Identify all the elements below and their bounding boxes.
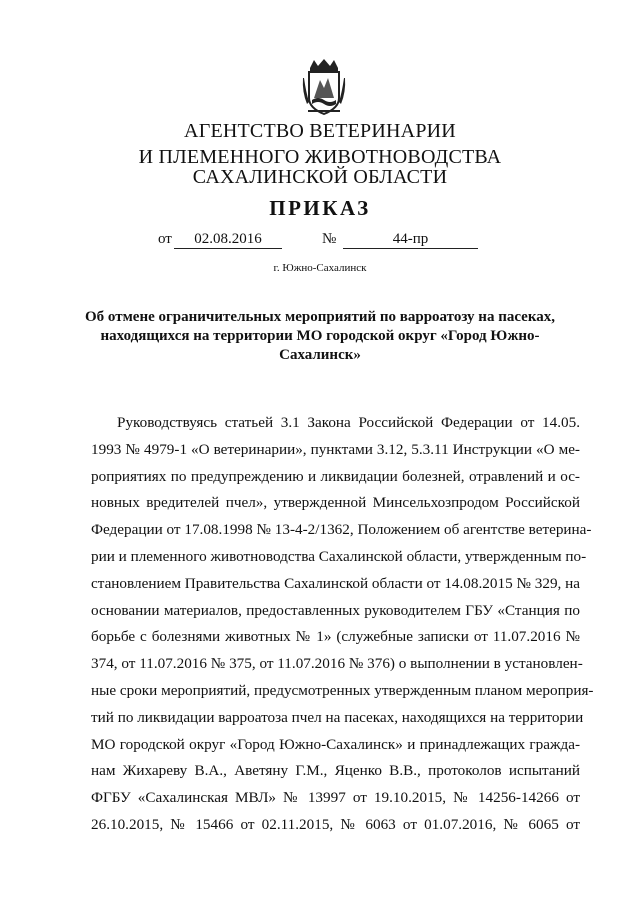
body-line: 374, от 11.07.2016 № 375, от 11.07.2016 № 376) о выполнении в установлен- [91, 655, 583, 673]
date-label: от [158, 231, 172, 247]
agency-name-line-3: САХАЛИНСКОЙ ОБЛАСТИ [192, 166, 448, 188]
body-line: Руководствуясь статьей 3.1 Закона Российской Федерации от 14.05. [117, 414, 580, 431]
body-line: роприятиях по предупреждению и ликвидации болезней, отравлений и ос- [91, 467, 580, 485]
agency-name-line-2: И ПЛЕМЕННОГО ЖИВОТНОВОДСТВА [138, 146, 502, 168]
coat-of-arms-icon [302, 58, 346, 116]
subject-line: Сахалинск» [279, 347, 361, 363]
subject-line: Об отмене ограничительных мероприятий по варроатозу на пасеках, [84, 309, 556, 325]
order-subject [70, 308, 570, 365]
body-line: рии и племенного животноводства Сахалинской области, утвержденным по- [91, 547, 587, 565]
body-line: Федерации от 17.08.1998 № 13-4-2/1362, Положением об агентстве ветерина- [91, 521, 592, 539]
order-number: 44-пр [343, 230, 478, 249]
body-line: борьбе с болезнями животных № 1» (служебные записки от 11.07.2016 № [91, 628, 580, 646]
number-label: № [322, 231, 337, 247]
order-date: 02.08.2016 [174, 230, 282, 249]
body-line: тий по ликвидации варроатоза пчел на пасеках, находящихся на территории [91, 708, 584, 726]
body-line: становлением Правительства Сахалинской области от 14.08.2015 № 329, на [91, 574, 580, 592]
body-line: ные сроки мероприятий, предусмотренных утвержденным планом мероприя- [91, 681, 594, 699]
order-body [91, 410, 594, 839]
city-name: г. Южно-Сахалинск [273, 262, 367, 274]
document-type-title: ПРИКАЗ [269, 196, 371, 220]
body-line: нам Жихареву В.А., Аветяну Г.М., Яценко В.В., протоколов испытаний [91, 762, 580, 780]
body-line: 26.10.2015, № 15466 от 02.11.2015, № 6063 от 01.07.2016, № 6065 от [91, 815, 580, 833]
agency-name-line-1: АГЕНТСТВО ВЕТЕРИНАРИИ [184, 120, 456, 142]
body-line: ФГБУ «Сахалинская МВЛ» № 13997 от 19.10.2015, № 14256-14266 от [91, 789, 580, 807]
body-line: 1993 № 4979-1 «О ветеринарии», пунктами 3.12, 5.3.11 Инструкции «О ме- [91, 440, 580, 458]
body-line: МО городской округ «Город Южно-Сахалинск» и принадлежащих гражда- [91, 735, 580, 753]
subject-line: находящихся на территории МО городской округ «Город Южно- [100, 328, 540, 344]
body-line: новных вредителей пчел», утвержденной Минсельхозпродом Российской [91, 494, 580, 512]
body-line: основании материалов, предоставленных руководителем ГБУ «Станция по [91, 601, 580, 619]
